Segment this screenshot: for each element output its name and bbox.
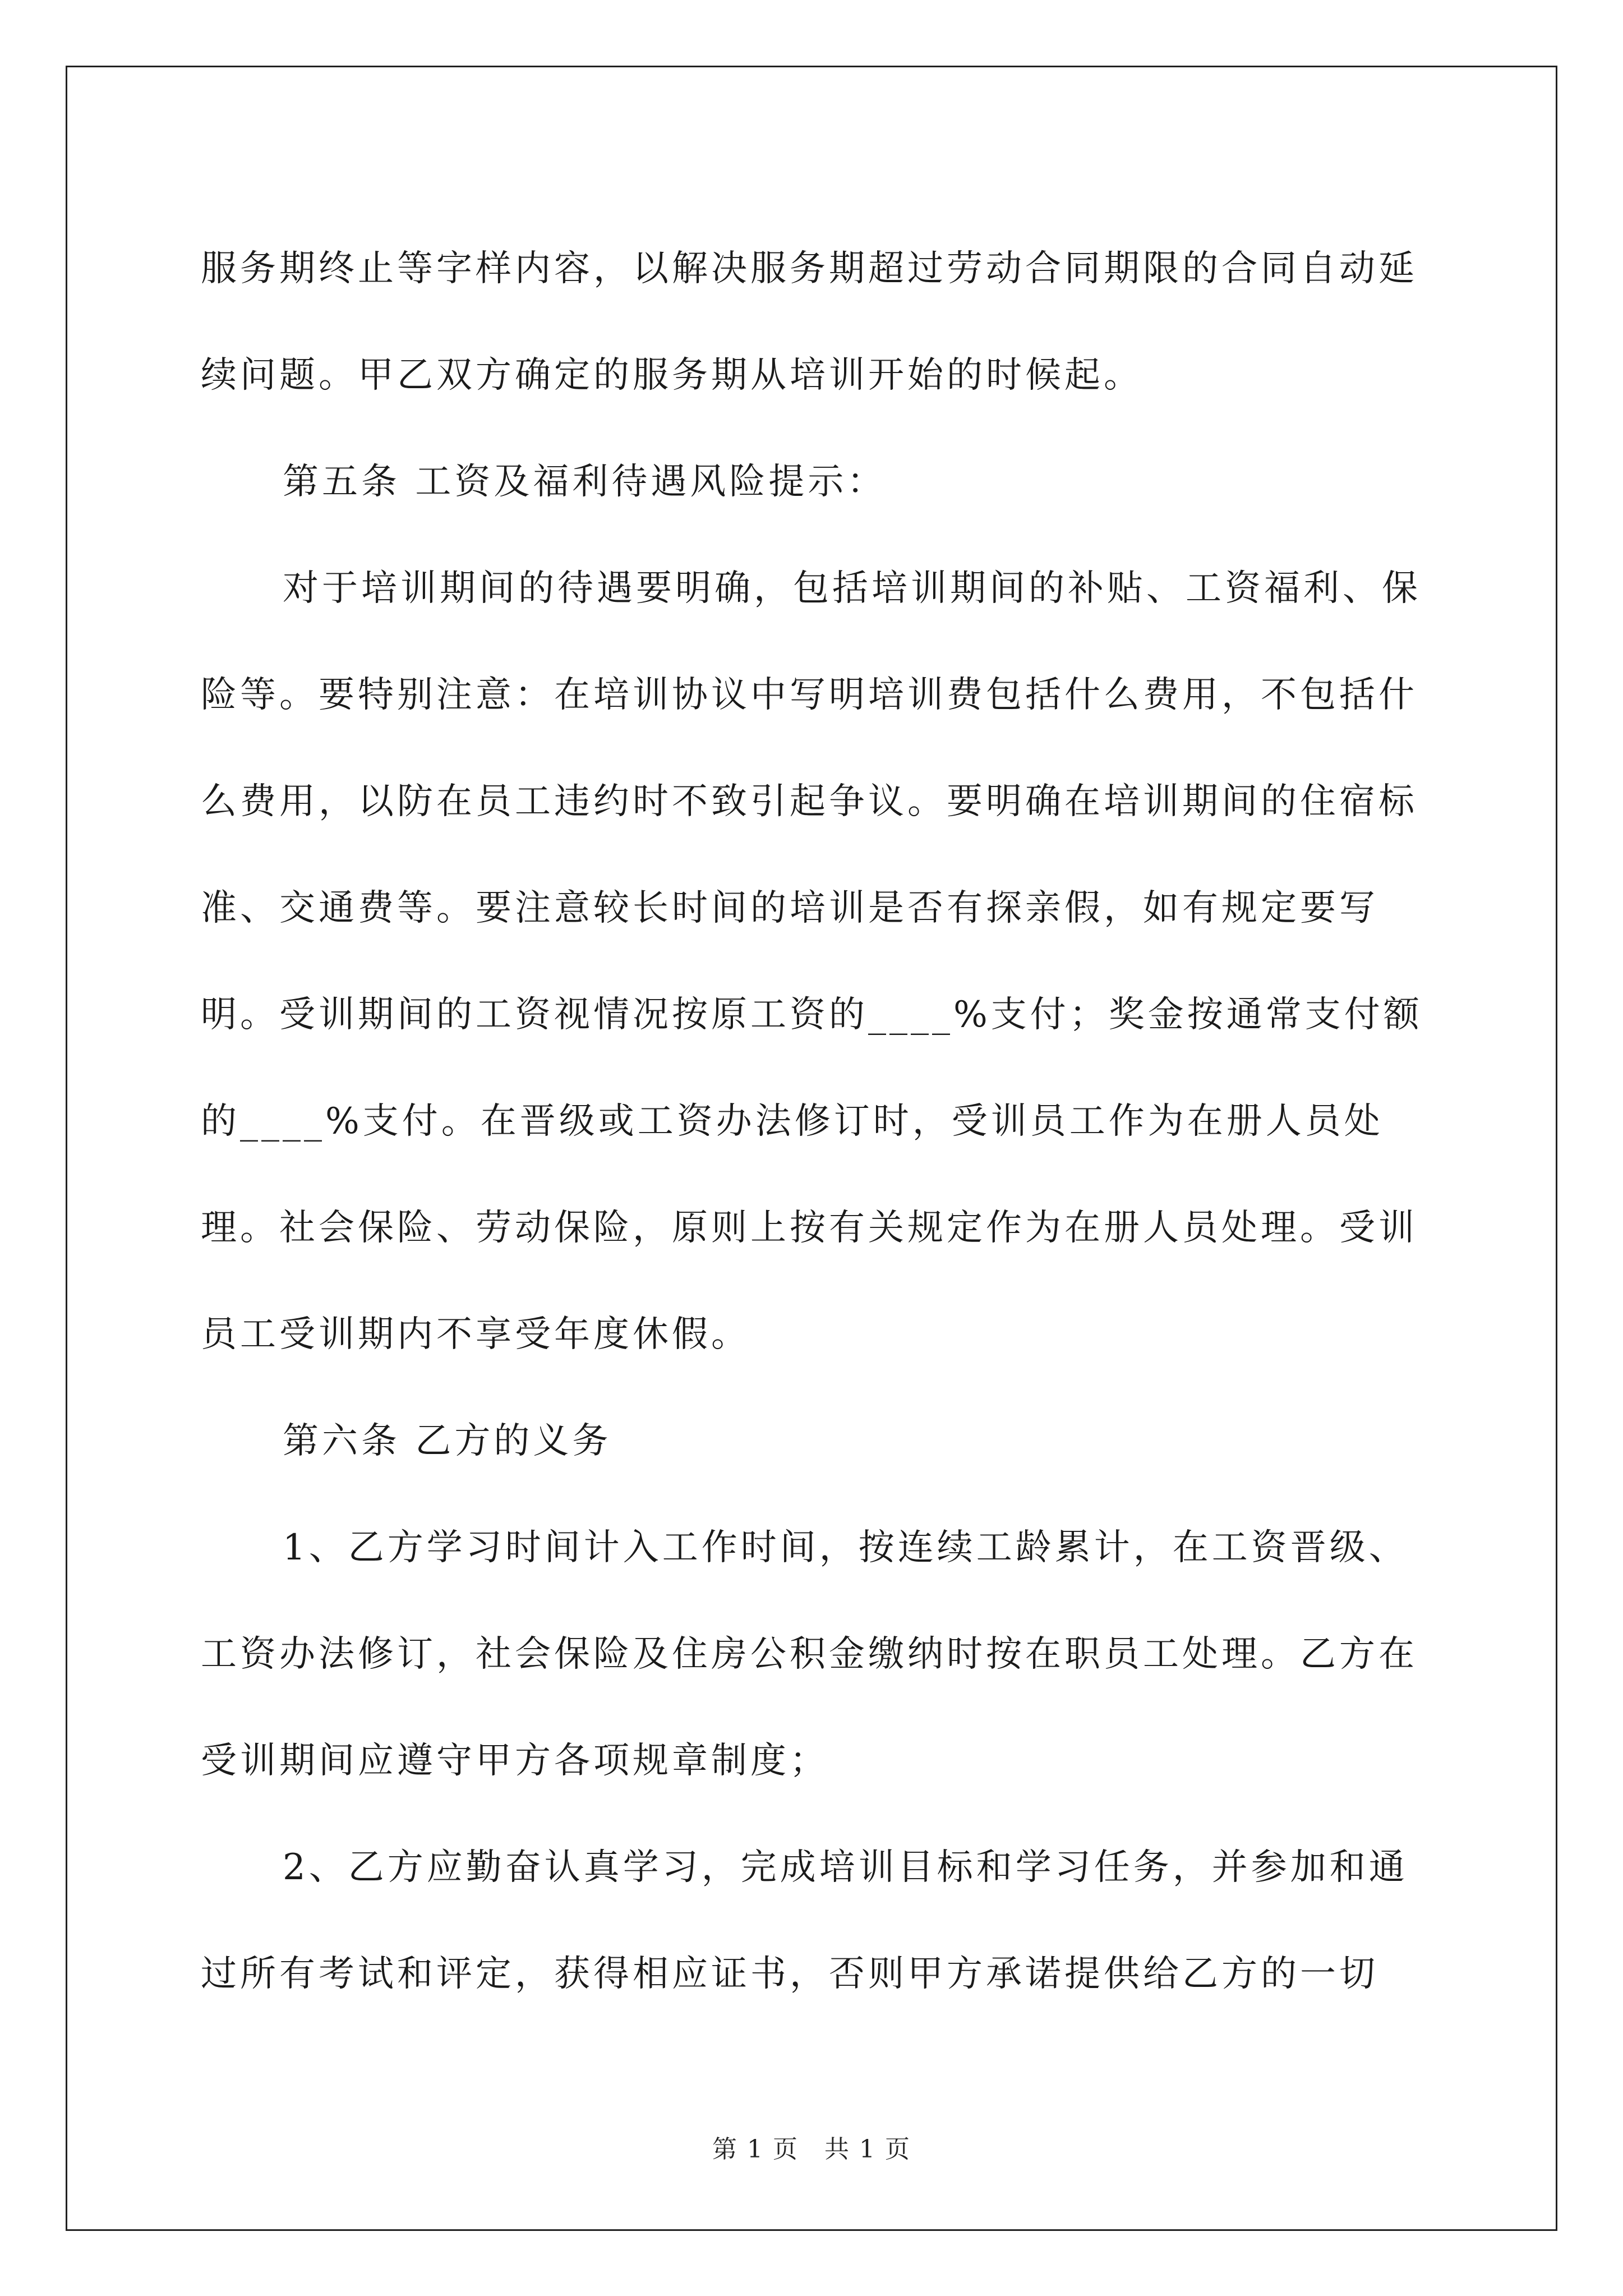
document-body	[201, 215, 1429, 2027]
section-heading-article-5: 第五条 工资及福利待遇风险提示：	[283, 461, 887, 503]
paragraph-continuation: 服务期终止等字样内容，以解决服务期超过劳动合同期限的合同自动延续问题。甲乙双方确定的服务期从培训开始的时候起。	[201, 248, 1418, 396]
paragraph-obligation-2: 2、乙方应勤奋认真学习，完成培训目标和学习任务，并参加和通过所有考试和评定，获得相应证书，否则甲方承诺提供给乙方的一切	[201, 1847, 1408, 1995]
page-number: 第 1 页 共 1 页	[712, 2135, 911, 2164]
paragraph-wages-benefits: 对于培训期间的待遇要明确，包括培训期间的补贴、工资福利、保险等。要特别注意：在培训协议中写明培训费包括什么费用，不包括什么费用，以防在员工违约时不致引起争议。要明确在培训期间的住宿标准、交通费等。要注意较长时间的培训是否有探亲假，如有规定要写明。受训期间的工资视情况按原工资的____%支付；奖金按通常支付额的____%支付。在晋级或工资办法修订时，受训员工作为在册人员处理。社会保险、劳动保险，原则上按有关规定作为在册人员处理。受训员工受训期内不享受年度休假。	[201, 568, 1423, 1355]
paragraph-obligation-1: 1、乙方学习时间计入工作时间，按连续工龄累计，在工资晋级、工资办法修订，社会保险及住房公积金缴纳时按在职员工处理。乙方在受训期间应遵守甲方各项规章制度；	[201, 1527, 1418, 1782]
section-heading-article-6: 第六条 乙方的义务	[283, 1420, 612, 1462]
